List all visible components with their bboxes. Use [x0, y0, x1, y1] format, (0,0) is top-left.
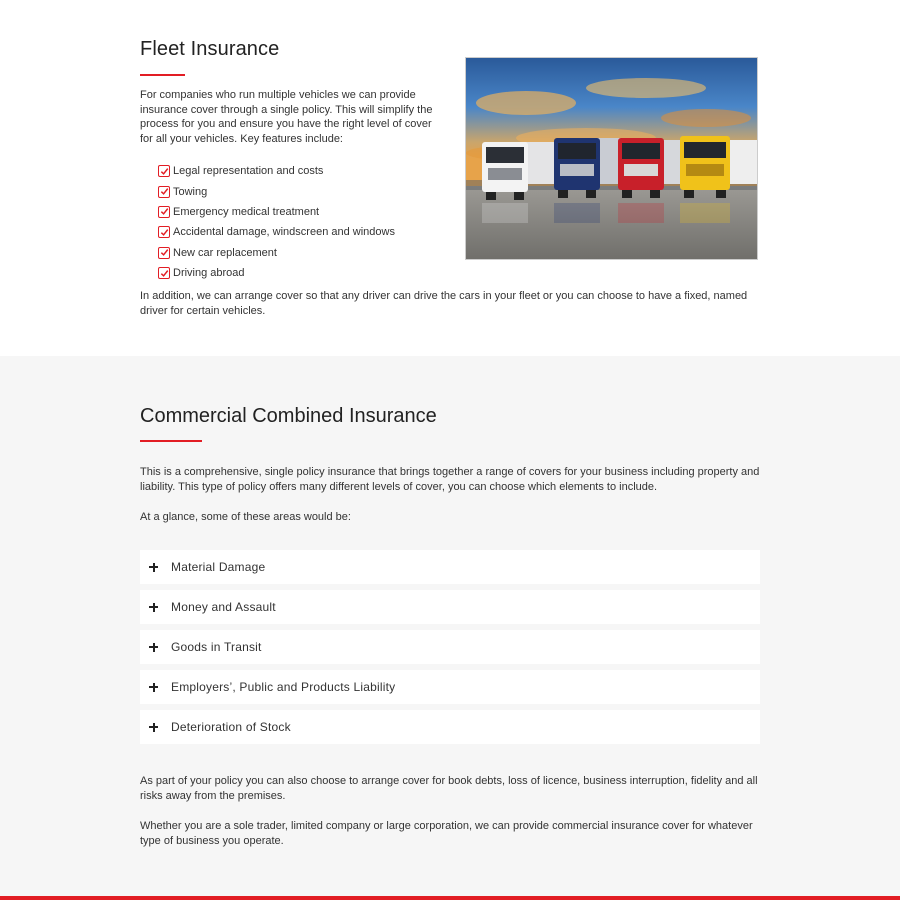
fleet-insurance-section [0, 0, 900, 356]
fleet-extra-text: In addition, we can arrange cover so that any driver can drive the cars in your fleet or you can choose to have a fixed, named driver for certain vehicles. [140, 290, 748, 317]
feature-label: Towing [173, 185, 208, 198]
check-icon [158, 247, 170, 259]
feature-item [158, 263, 395, 283]
feature-item [158, 222, 395, 242]
plus-icon [149, 602, 159, 612]
accordion-item-label: Money and Assault [171, 600, 276, 614]
at-a-glance-text: At a glance, some of these areas would be: [140, 511, 351, 523]
feature-item [158, 161, 395, 181]
check-icon [158, 226, 170, 238]
commercial-insurance-section [0, 356, 900, 900]
accordion-item-goods-in-transit[interactable] [140, 630, 760, 664]
commercial-insurance-title: Commercial Combined Insurance [140, 405, 437, 427]
footer-accent-bar [0, 896, 900, 900]
trucks-photo [465, 57, 758, 260]
check-icon [158, 267, 170, 279]
feature-label: Emergency medical treatment [173, 205, 320, 218]
feature-item [158, 181, 395, 201]
commercial-intro-text: This is a comprehensive, single policy insurance that brings together a range of covers for your business including property and liability. This type of policy offers many different levels of cover, you can choose which elements to include. [140, 466, 760, 493]
accordion-item-label: Goods in Transit [171, 640, 262, 654]
accordion-item-label: Deterioration of Stock [171, 720, 291, 734]
plus-icon [149, 562, 159, 572]
check-icon [158, 186, 170, 198]
check-icon [158, 165, 170, 177]
feature-label: Accidental damage, windscreen and windows [173, 226, 395, 239]
accordion-item-deterioration-of-stock[interactable] [140, 710, 760, 744]
accordion-item-liability[interactable] [140, 670, 760, 704]
plus-icon [149, 642, 159, 652]
title-underline [140, 74, 185, 76]
feature-label: Driving abroad [173, 267, 245, 280]
feature-label: Legal representation and costs [173, 165, 324, 178]
plus-icon [149, 682, 159, 692]
accordion-item-money-and-assault[interactable] [140, 590, 760, 624]
accordion-item-label: Material Damage [171, 560, 266, 574]
feature-item [158, 243, 395, 263]
cover-areas-accordion [140, 550, 760, 750]
feature-item [158, 202, 395, 222]
additional-cover-text: As part of your policy you can also choose to arrange cover for book debts, loss of licence, business interruption, fidelity and all risks away from the premises. [140, 775, 758, 802]
fleet-intro-text: For companies who run multiple vehicles we can provide insurance cover through a single policy. This will simplify the process for you and ensure you have the right level of cover for all your vehicles. Key features include: [140, 89, 433, 145]
plus-icon [149, 722, 159, 732]
feature-label: New car replacement [173, 246, 277, 259]
accordion-item-material-damage[interactable] [140, 550, 760, 584]
title-underline [140, 440, 202, 442]
fleet-insurance-title: Fleet Insurance [140, 38, 280, 60]
features-list [158, 161, 395, 283]
accordion-item-label: Employers’, Public and Products Liability [171, 680, 396, 694]
business-types-text: Whether you are a sole trader, limited company or large corporation, we can provide commercial insurance cover for whatever type of business you operate. [140, 820, 753, 847]
check-icon [158, 206, 170, 218]
